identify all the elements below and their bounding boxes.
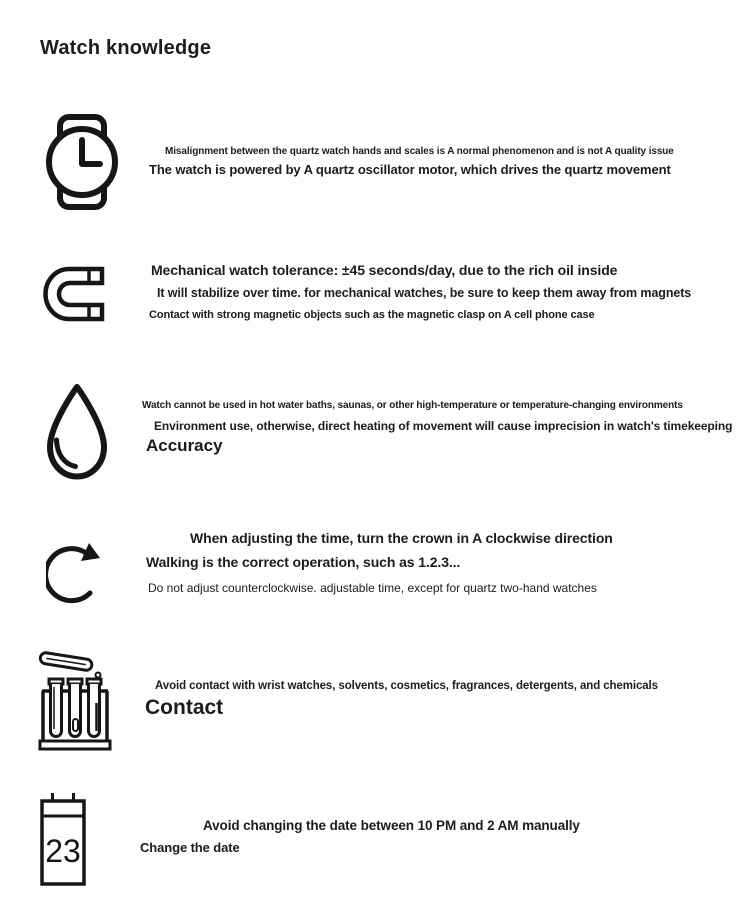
- statement-line: Avoid changing the date between 10 PM and 2 AM manually: [203, 818, 580, 833]
- section-heading: Accuracy: [146, 436, 223, 455]
- section-change-date: [0, 790, 750, 909]
- clockwise-arrow-icon: [46, 529, 104, 609]
- magnet-icon: [42, 265, 106, 323]
- statement-line: Change the date: [140, 840, 240, 855]
- section-contact: [0, 645, 750, 775]
- note-line: Do not adjust counterclockwise. adjustable time, except for quartz two-hand watches: [148, 581, 597, 595]
- section-quartz-movement: [0, 110, 750, 240]
- statement-line: Mechanical watch tolerance: ±45 seconds/day, due to the rich oil inside: [151, 262, 618, 278]
- statement-line: Environment use, otherwise, direct heating of movement will cause imprecision in watch's timekeeping: [154, 419, 733, 433]
- wristwatch-icon: [43, 114, 121, 210]
- note-line: Contact with strong magnetic objects such as the magnetic clasp on A cell phone case: [149, 309, 595, 321]
- section-accuracy: [0, 378, 750, 508]
- section-magnetism: [0, 255, 750, 375]
- section-heading: Contact: [145, 696, 224, 719]
- note-line: Watch cannot be used in hot water baths, saunas, or other high-temperature or temperature-changing environments: [142, 400, 683, 411]
- statement-line: The watch is powered by A quartz oscillator motor, which drives the quartz movement: [149, 162, 671, 177]
- calendar-day: 23: [45, 833, 81, 869]
- calendar-icon: [40, 793, 86, 887]
- statement-line: Walking is the correct operation, such as 1.2.3...: [146, 554, 461, 570]
- note-line: Misalignment between the quartz watch hands and scales is A normal phenomenon and is not A quality issue: [165, 146, 674, 157]
- water-drop-icon: [45, 383, 109, 481]
- statement-line: When adjusting the time, turn the crown in A clockwise direction: [190, 530, 613, 546]
- test-tubes-icon: [38, 651, 112, 753]
- section-time-adjustment: [0, 520, 750, 640]
- statement-line: It will stabilize over time. for mechanical watches, be sure to keep them away from magnets: [157, 286, 692, 300]
- page-title: Watch knowledge: [40, 37, 212, 59]
- statement-line: Avoid contact with wrist watches, solvents, cosmetics, fragrances, detergents, and chemicals: [155, 680, 658, 692]
